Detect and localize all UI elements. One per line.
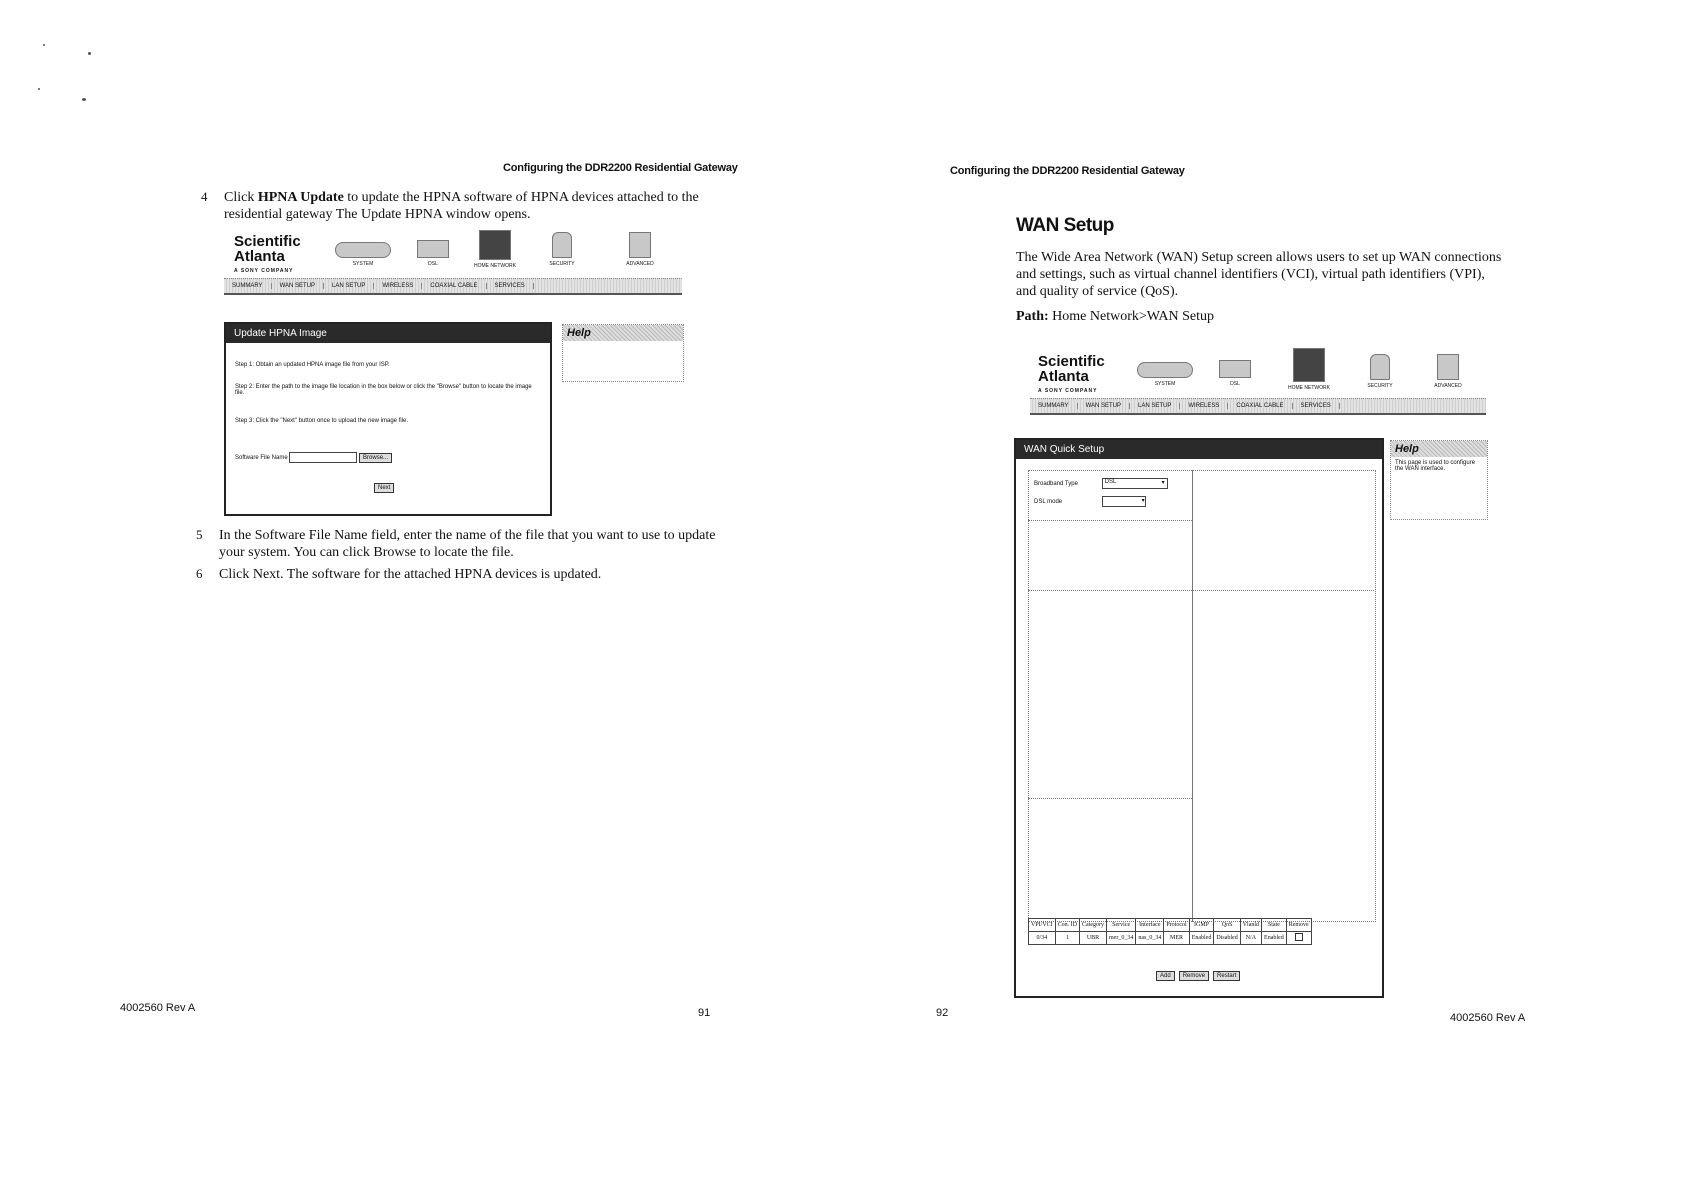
col-protocol: Protocol <box>1164 919 1189 932</box>
nav-security-right[interactable] <box>1360 354 1400 389</box>
tab-coaxial-cable-right[interactable]: COAXIAL CABLE <box>1228 403 1292 409</box>
browse-button[interactable]: Browse... <box>359 453 392 463</box>
col-igmp: IGMP <box>1189 919 1214 932</box>
hpna-help-title: Help <box>563 325 683 341</box>
step-6-text: Click Next. The software for the attached HPNA devices is updated. <box>219 567 602 582</box>
nav-dsl-label: DSL <box>428 261 438 267</box>
cell-qos: Disabled <box>1214 932 1240 945</box>
tab-services[interactable]: SERVICES <box>487 283 534 289</box>
chevron-down-icon: ▾ <box>1141 498 1145 504</box>
nav-home-network-right[interactable] <box>1276 348 1342 391</box>
tab-summary-right[interactable]: SUMMARY <box>1030 403 1078 409</box>
nav-advanced-right-label: ADVANCED <box>1434 383 1462 389</box>
table-header-row <box>1029 919 1312 932</box>
nav-dsl-right[interactable] <box>1214 360 1256 387</box>
arrows-icon <box>1219 360 1251 378</box>
step-5-text: In the Software File Name field, enter the name of the file that you want to use to update your system. You can click Browse to locate the file. <box>219 528 716 560</box>
software-file-row <box>235 452 392 463</box>
brand-logo-right <box>1038 354 1105 399</box>
cell-protocol: MER <box>1164 932 1189 945</box>
brand-right-tagline: A SONY COMPANY <box>1038 388 1098 394</box>
padlock-icon <box>1370 354 1390 380</box>
toolbox-icon <box>629 232 651 258</box>
wan-setup-title: WAN Setup <box>1016 215 1114 236</box>
tab-wireless[interactable]: WIRELESS <box>374 283 422 289</box>
right-tab-bar <box>1030 398 1486 415</box>
brand-logo <box>234 234 301 279</box>
col-vpi-vci: VPI/VCI <box>1029 919 1056 932</box>
dsl-mode-row <box>1034 496 1146 507</box>
padlock-icon <box>552 232 572 258</box>
hpna-step2: Step 2: Enter the path to the image file location in the box below or click the "Browse" button to locate the image file. <box>235 384 532 396</box>
path-label: Path: <box>1016 309 1049 324</box>
brand-right-line2: Atlanta <box>1038 368 1089 385</box>
brand-line1: Scientific <box>234 233 301 250</box>
dsl-mode-label: DSL mode <box>1034 499 1063 506</box>
cell-vpi-vci: 0/34 <box>1029 932 1056 945</box>
tab-lan-setup[interactable]: LAN SETUP <box>324 283 374 289</box>
tab-coaxial-cable[interactable]: COAXIAL CABLE <box>422 283 486 289</box>
remove-button[interactable]: Remove <box>1179 971 1209 981</box>
step-4-text <box>224 189 729 223</box>
brand-right-line1: Scientific <box>1038 353 1105 370</box>
next-button[interactable]: Next <box>374 483 394 493</box>
tab-wan-setup-right[interactable]: WAN SETUP <box>1078 403 1130 409</box>
remove-checkbox[interactable] <box>1295 933 1303 941</box>
tab-lan-setup-right[interactable]: LAN SETUP <box>1130 403 1180 409</box>
left-footer-page: 91 <box>698 1007 711 1019</box>
nav-home-network-label: HOME NETWORK <box>474 263 516 269</box>
arrows-icon <box>417 240 449 258</box>
software-file-input[interactable] <box>289 452 357 463</box>
nav-system-label: SYSTEM <box>352 261 374 267</box>
tab-wan-setup[interactable]: WAN SETUP <box>272 283 324 289</box>
col-vlanid: Vlanld <box>1240 919 1261 932</box>
dsl-mode-select[interactable] <box>1102 496 1146 507</box>
hpna-step3: Step 3: Click the "Next" button once to upload the new image file. <box>235 418 409 424</box>
tab-wireless-right[interactable]: WIRELESS <box>1180 403 1228 409</box>
col-state: State <box>1262 919 1287 932</box>
computer-icon <box>1293 348 1325 382</box>
broadband-type-label: Broadband Type <box>1034 481 1078 488</box>
col-qos: QoS <box>1214 919 1240 932</box>
nav-home-network-right-label: HOME NETWORK <box>1288 385 1330 391</box>
cell-category: UBR <box>1080 932 1107 945</box>
col-category: Category <box>1080 919 1107 932</box>
cell-vlanid: N/A <box>1240 932 1261 945</box>
nav-system[interactable] <box>332 242 394 267</box>
router-icon <box>335 242 391 258</box>
right-running-header: Configuring the DDR2200 Residential Gateway <box>950 165 1185 177</box>
nav-home-network[interactable] <box>472 230 518 269</box>
toolbox-icon <box>1437 354 1459 380</box>
hpna-help-panel <box>562 324 684 382</box>
router-icon <box>1137 362 1193 378</box>
nav-advanced-right[interactable] <box>1422 354 1474 389</box>
wan-help-panel <box>1390 440 1488 520</box>
nav-system-right[interactable] <box>1134 362 1196 387</box>
col-remove: Remove <box>1286 919 1311 932</box>
nav-security-label: SECURITY <box>549 261 575 267</box>
broadband-type-row <box>1034 478 1168 489</box>
col-con-id: Con. ID <box>1055 919 1079 932</box>
left-footer-docnum: 4002560 Rev A <box>120 1002 196 1014</box>
nav-advanced-label: ADVANCED <box>626 261 654 267</box>
brand-line2: Atlanta <box>234 248 285 265</box>
add-button[interactable]: Add <box>1156 971 1175 981</box>
cell-interface: nas_0_34 <box>1136 932 1164 945</box>
cell-con-id: 1 <box>1055 932 1079 945</box>
right-footer-page: 92 <box>936 1007 949 1019</box>
broadband-type-value: DSL <box>1104 479 1117 485</box>
wan-help-title: Help <box>1391 441 1487 457</box>
cell-remove <box>1286 932 1311 945</box>
step-4-number: 4 <box>201 189 208 204</box>
nav-dsl-right-label: DSL <box>1230 381 1240 387</box>
step-4-text-after: to update the HPNA software of HPNA devices attached to the residential gateway The Update HPNA window opens. <box>224 190 699 222</box>
step-4-text-before: Click <box>224 190 258 205</box>
step-4-bold: HPNA Update <box>257 190 344 205</box>
step-5-number: 5 <box>196 527 203 542</box>
tab-summary[interactable]: SUMMARY <box>224 283 272 289</box>
chevron-down-icon: ▾ <box>1161 480 1165 486</box>
nav-security-right-label: SECURITY <box>1367 383 1393 389</box>
nav-system-right-label: SYSTEM <box>1154 381 1176 387</box>
tab-services-right[interactable]: SERVICES <box>1293 403 1340 409</box>
wan-button-row <box>1156 964 1240 982</box>
path-line <box>1016 308 1214 325</box>
broadband-type-select[interactable] <box>1102 478 1168 489</box>
software-file-label: Software File Name <box>235 455 288 462</box>
nav-security[interactable] <box>542 232 582 267</box>
table-row <box>1029 932 1312 945</box>
cell-igmp: Enabled <box>1189 932 1214 945</box>
wan-frame <box>1028 470 1376 922</box>
right-router-banner <box>1030 348 1486 398</box>
col-service: Service <box>1107 919 1136 932</box>
right-footer-docnum: 4002560 Rev A <box>1450 1012 1526 1024</box>
computer-icon <box>479 230 511 260</box>
col-interface: Interface <box>1136 919 1164 932</box>
brand-tagline: A SONY COMPANY <box>234 268 294 274</box>
wan-help-text: This page is used to configure the WAN interface. <box>1395 460 1476 472</box>
update-hpna-title: Update HPNA Image <box>226 324 550 343</box>
wan-setup-intro: The Wide Area Network (WAN) Setup screen allows users to set up WAN connections and settings, such as virtual channel identifiers (VCI), virtual path identifiers (VPI), and quality of service (QoS). <box>1016 250 1502 299</box>
update-hpna-window <box>224 322 552 516</box>
wan-quick-setup-window <box>1014 438 1384 998</box>
left-running-header: Configuring the DDR2200 Residential Gateway <box>503 162 738 174</box>
wan-quick-setup-title: WAN Quick Setup <box>1016 440 1382 459</box>
cell-state: Enabled <box>1262 932 1287 945</box>
wan-connections-table <box>1028 918 1312 945</box>
cell-service: mer_0_34 <box>1107 932 1136 945</box>
nav-dsl[interactable] <box>412 240 454 267</box>
hpna-step1: Step 1: Obtain an updated HPNA image file from your ISP. <box>235 362 390 368</box>
left-tab-bar <box>224 278 682 295</box>
nav-advanced[interactable] <box>616 232 664 267</box>
restart-button[interactable]: Restart <box>1213 971 1240 981</box>
path-value: Home Network>WAN Setup <box>1052 309 1215 324</box>
step-6-number: 6 <box>196 566 203 581</box>
